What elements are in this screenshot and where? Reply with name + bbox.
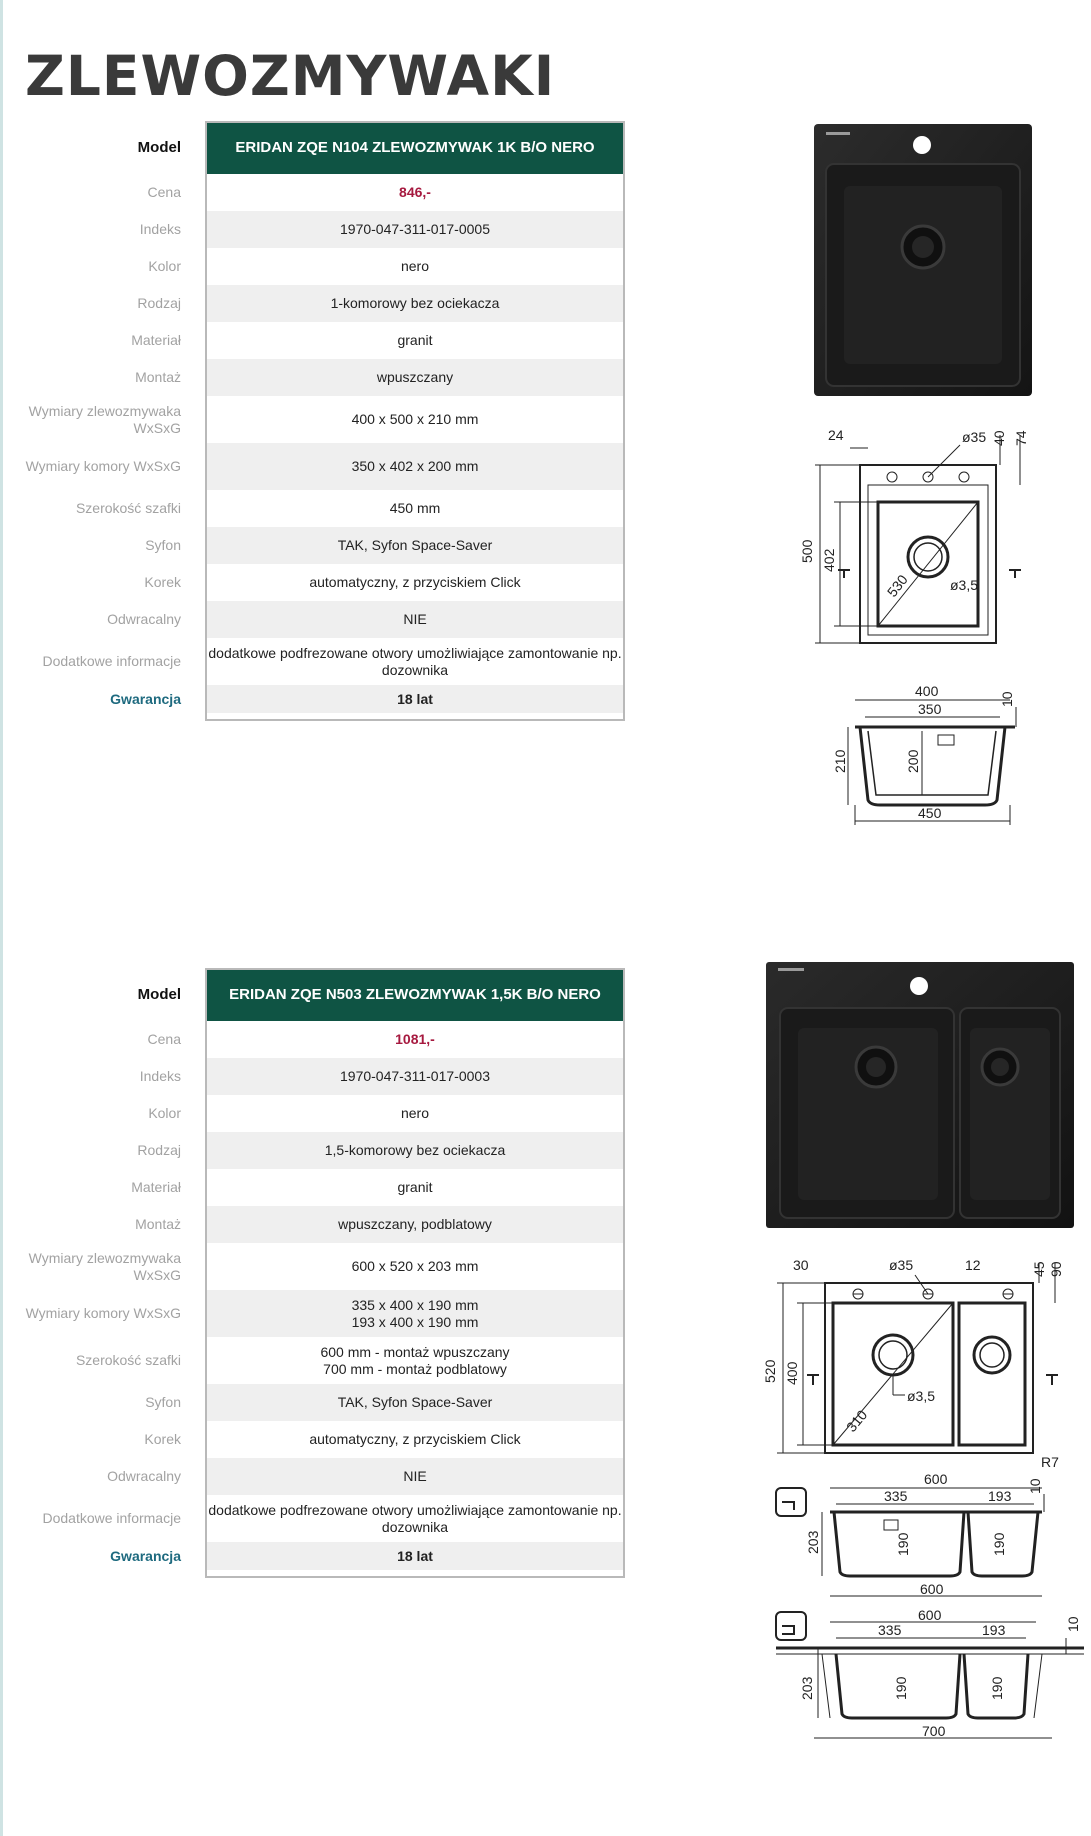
row-warranty <box>0 1542 630 1570</box>
row-value: 400 x 500 x 210 mm <box>351 411 479 427</box>
dim-label: 600 <box>920 1581 944 1597</box>
dim-label: 203 <box>799 1676 815 1700</box>
dim-label: 400 <box>915 683 939 699</box>
row-model <box>0 968 630 1021</box>
row-value: nero <box>400 1105 430 1121</box>
dim-label: 310 <box>843 1406 871 1435</box>
sink-photo-2 <box>766 962 1074 1228</box>
row-extra-info <box>0 638 630 685</box>
row-label: Indeks <box>139 221 181 237</box>
row-label: Dodatkowe informacje <box>42 1510 181 1526</box>
row-price <box>0 1021 630 1058</box>
row-label: Cena <box>147 184 181 200</box>
dim-label: 520 <box>762 1359 778 1383</box>
row-label: Syfon <box>145 1394 181 1410</box>
row-value: 18 lat <box>207 1542 623 1570</box>
dim-label: 400 <box>784 1361 800 1385</box>
row-plug <box>0 1421 630 1458</box>
row-value: NIE <box>207 601 623 638</box>
dim-label: 350 <box>918 701 942 717</box>
dim-label: 190 <box>893 1676 909 1700</box>
row-label: Wymiary zlewozmywaka WxSxG <box>28 1249 181 1283</box>
dim-label: ø3,5 <box>907 1388 936 1404</box>
dim-label: 500 <box>799 539 815 563</box>
dim-label: 190 <box>895 1532 911 1556</box>
dim-label: 203 <box>805 1530 821 1554</box>
row-label: Szerokość szafki <box>75 500 181 516</box>
row-type <box>0 1132 630 1169</box>
row-plug <box>0 564 630 601</box>
row-siphon <box>0 1384 630 1421</box>
row-label: Gwarancja <box>110 690 181 707</box>
row-index <box>0 211 630 248</box>
row-cabinet <box>0 490 630 527</box>
row-value: TAK, Syfon Space-Saver <box>207 1384 623 1421</box>
row-reversible <box>0 601 630 638</box>
row-value: automatyczny, z przyciskiem Click <box>309 574 521 590</box>
row-label: Dodatkowe informacje <box>42 653 181 669</box>
page-title: ZLEWOZMYWAKI <box>25 44 556 108</box>
dim-label: ø3,5 <box>950 577 979 593</box>
row-sink-dims <box>0 1243 630 1290</box>
row-label: Cena <box>147 1031 181 1047</box>
row-label: Wymiary komory WxSxG <box>25 1305 181 1321</box>
dim-label: 600 <box>924 1471 948 1487</box>
dim-label: 40 <box>991 430 1007 446</box>
row-model <box>0 121 630 174</box>
dim-label: 74 <box>1013 430 1029 446</box>
row-value: dodatkowe podfrezowane otwory umożliwiające zamontowanie np. dozownika <box>208 644 622 678</box>
row-type <box>0 285 630 322</box>
dim-label: 190 <box>991 1532 1007 1556</box>
row-label: Rodzaj <box>137 1142 181 1158</box>
spec-table-2 <box>0 968 630 1570</box>
model-name: ERIDAN ZQE N503 ZLEWOZMYWAK 1,5K B/O NERO <box>207 968 623 1021</box>
dim-label: 600 <box>918 1607 942 1623</box>
row-label: Rodzaj <box>137 295 181 311</box>
row-siphon <box>0 527 630 564</box>
row-label: Wymiary zlewozmywaka WxSxG <box>28 402 181 436</box>
dim-label: 193 <box>988 1488 1012 1504</box>
row-value: TAK, Syfon Space-Saver <box>207 527 623 564</box>
row-cabinet <box>0 1337 630 1384</box>
dim-label: 10 <box>999 691 1015 707</box>
row-mounting <box>0 1206 630 1243</box>
row-label: Wymiary komory WxSxG <box>25 458 181 474</box>
row-value: 335 x 400 x 190 mm 193 x 400 x 190 mm <box>207 1290 623 1337</box>
row-value: 600 mm - montaż wpuszczany 700 mm - montaż podblatowy <box>320 1343 510 1377</box>
row-label: Syfon <box>145 537 181 553</box>
row-value: 350 x 402 x 200 mm <box>207 443 623 490</box>
dim-label: 335 <box>878 1622 902 1638</box>
dim-label: 450 <box>918 805 942 821</box>
dim-label: 530 <box>883 571 911 600</box>
spec-table-1 <box>0 121 630 713</box>
row-value: 1,5-komorowy bez ociekacza <box>207 1132 623 1169</box>
row-material <box>0 1169 630 1206</box>
row-value: NIE <box>207 1458 623 1495</box>
row-label: Szerokość szafki <box>75 1352 181 1368</box>
dim-label: 193 <box>982 1622 1006 1638</box>
row-value: wpuszczany <box>207 359 623 396</box>
dim-label: 24 <box>828 427 844 443</box>
row-value: wpuszczany, podblatowy <box>207 1206 623 1243</box>
dim-label: ø35 <box>962 429 987 445</box>
row-label: Gwarancja <box>110 1547 181 1564</box>
dim-label: 210 <box>832 749 848 773</box>
row-label: Materiał <box>131 1179 181 1195</box>
row-label: Odwracalny <box>107 1468 181 1484</box>
row-mounting <box>0 359 630 396</box>
row-label: Materiał <box>131 332 181 348</box>
model-name: ERIDAN ZQE N104 ZLEWOZMYWAK 1K B/O NERO <box>207 121 623 174</box>
row-value: 1970-047-311-017-0003 <box>207 1058 623 1095</box>
row-bowl-dims <box>0 443 630 490</box>
dim-label: 10 <box>1065 1616 1081 1632</box>
dim-label: 30 <box>793 1257 809 1273</box>
row-label: Indeks <box>139 1068 181 1084</box>
row-sink-dims <box>0 396 630 443</box>
price-value: 1081,- <box>395 1031 435 1047</box>
row-reversible <box>0 1458 630 1495</box>
side-view-drawing-2b <box>766 1608 1086 1748</box>
row-value: automatyczny, z przyciskiem Click <box>309 1431 521 1447</box>
row-material <box>0 322 630 359</box>
row-value: 1970-047-311-017-0005 <box>207 211 623 248</box>
side-view-drawing-1 <box>820 685 1020 830</box>
row-bowl-dims <box>0 1290 630 1337</box>
row-extra-info <box>0 1495 630 1542</box>
row-label: Kolor <box>148 1105 181 1121</box>
dim-label: 402 <box>821 548 837 572</box>
sink-photo-1 <box>814 124 1032 396</box>
row-value: 1-komorowy bez ociekacza <box>207 285 623 322</box>
dim-label: 190 <box>989 1676 1005 1700</box>
row-label: Model <box>137 139 181 156</box>
row-label: Kolor <box>148 258 181 274</box>
dim-label: 200 <box>905 749 921 773</box>
row-index <box>0 1058 630 1095</box>
row-label: Odwracalny <box>107 611 181 627</box>
price-value: 846,- <box>399 184 431 200</box>
dim-label: 10 <box>1027 1478 1043 1494</box>
side-view-drawing-2a <box>772 1472 1057 1607</box>
row-value: granit <box>397 1179 433 1195</box>
row-color <box>0 248 630 285</box>
row-value: 600 x 520 x 203 mm <box>351 1258 479 1274</box>
dim-label: 335 <box>884 1488 908 1504</box>
row-value: granit <box>397 332 433 348</box>
row-price <box>0 174 630 211</box>
top-view-drawing-1 <box>790 420 1050 660</box>
row-label: Korek <box>144 574 181 590</box>
dim-label: 90 <box>1048 1261 1064 1277</box>
row-color <box>0 1095 630 1132</box>
dim-label: 45 <box>1031 1261 1047 1277</box>
row-value: 450 mm <box>389 500 441 516</box>
dim-label: R7 <box>1041 1454 1059 1470</box>
row-label: Korek <box>144 1431 181 1447</box>
row-value: nero <box>400 258 430 274</box>
top-view-drawing-2 <box>755 1255 1090 1470</box>
row-label: Model <box>137 986 181 1003</box>
row-label: Montaż <box>135 369 181 385</box>
dim-label: 12 <box>965 1257 981 1273</box>
row-warranty <box>0 685 630 713</box>
dim-label: 700 <box>922 1723 946 1739</box>
row-value: dodatkowe podfrezowane otwory umożliwiające zamontowanie np. dozownika <box>208 1501 622 1535</box>
row-label: Montaż <box>135 1216 181 1232</box>
dim-label: ø35 <box>889 1257 914 1273</box>
row-value: 18 lat <box>207 685 623 713</box>
